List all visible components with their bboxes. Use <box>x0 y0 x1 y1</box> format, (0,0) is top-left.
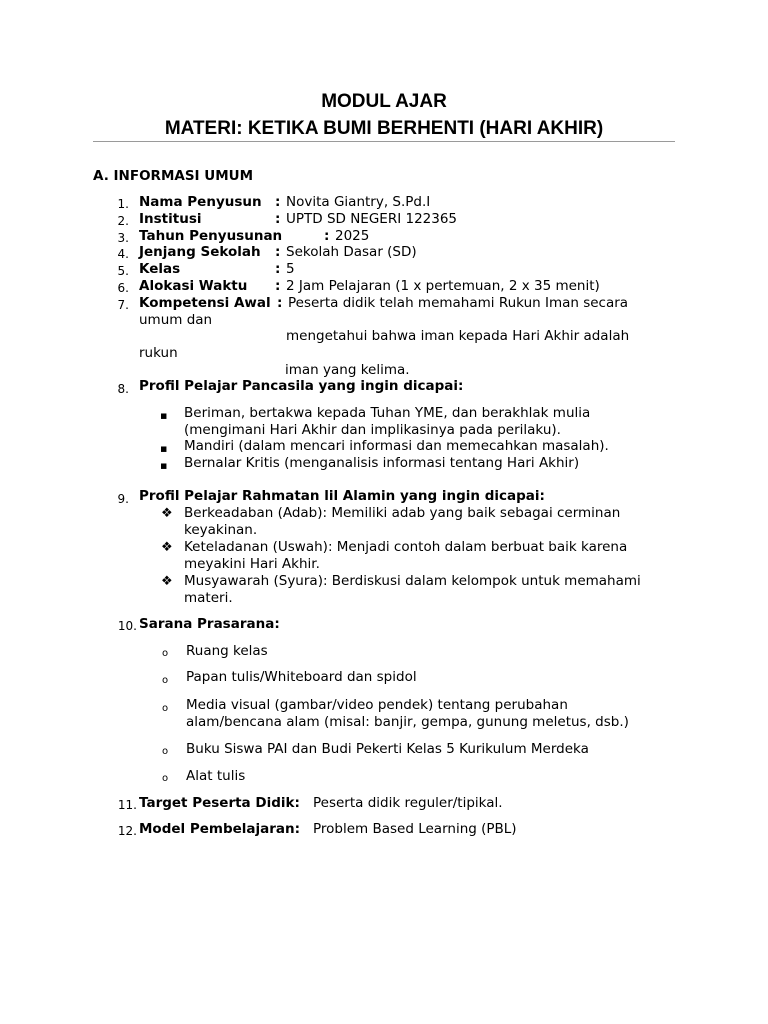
item-label: Nama Penyusun <box>139 194 262 210</box>
list-item: Papan tulis/Whiteboard dan spidol <box>186 669 417 685</box>
item-value: 2025 <box>335 228 370 244</box>
item-colon: : <box>275 261 281 277</box>
list-item: Musyawarah (Syura): Berdiskusi dalam kelompok untuk memahami <box>184 573 641 589</box>
item-colon: : <box>277 295 283 311</box>
item-colon: : <box>275 278 281 294</box>
circle-bullet-icon: o <box>162 648 169 659</box>
circle-bullet-icon: o <box>162 773 169 784</box>
list-item: Buku Siswa PAI dan Budi Pekerti Kelas 5 Kurikulum Merdeka <box>186 741 589 757</box>
list-item: meyakini Hari Akhir. <box>184 556 320 572</box>
list-item: (mengimani Hari Akhir dan implikasinya pada perilaku). <box>184 422 561 438</box>
item-colon: : <box>275 244 281 260</box>
item-colon: : <box>275 211 281 227</box>
list-item: keyakinan. <box>184 522 258 538</box>
item-number: 11. <box>117 798 137 812</box>
circle-bullet-icon: o <box>162 703 169 714</box>
item-value: Sekolah Dasar (SD) <box>286 244 417 260</box>
item-label: Jenjang Sekolah <box>139 244 261 260</box>
item-label: Institusi <box>139 211 202 227</box>
item-value: 2 Jam Pelajaran (1 x pertemuan, 2 x 35 menit) <box>286 278 600 294</box>
item-number: 4. <box>117 247 129 261</box>
item-value: Peserta didik reguler/tipikal. <box>313 795 503 811</box>
square-bullet-icon: ▪ <box>160 409 168 422</box>
square-bullet-icon: ▪ <box>160 442 168 455</box>
item-colon: : <box>324 228 330 244</box>
title-divider <box>93 141 675 142</box>
item-value: UPTD SD NEGERI 122365 <box>286 211 458 227</box>
list-item: Media visual (gambar/video pendek) tentang perubahan <box>186 697 568 713</box>
list-item: Ruang kelas <box>186 643 268 659</box>
item-value: Novita Giantry, S.Pd.I <box>286 194 431 210</box>
item-number: 3. <box>117 231 129 245</box>
list-item: materi. <box>184 590 233 606</box>
diamond-bullet-icon: ❖ <box>161 574 173 589</box>
item-number: 10. <box>117 619 137 633</box>
document-subtitle: MATERI: KETIKA BUMI BERHENTI (HARI AKHIR) <box>164 118 604 139</box>
list-item: Keteladanan (Uswah): Menjadi contoh dalam berbuat baik karena <box>184 539 628 555</box>
item-value-line: iman yang kelima. <box>285 362 410 378</box>
item-label: Kompetensi Awal <box>139 295 271 311</box>
item-number: 2. <box>117 214 129 228</box>
item-value: 5 <box>286 261 295 277</box>
item-value: Problem Based Learning (PBL) <box>313 821 517 837</box>
item-label: Sarana Prasarana: <box>139 616 280 632</box>
item-number: 5. <box>117 264 129 278</box>
item-number: 7. <box>117 298 129 312</box>
diamond-bullet-icon: ❖ <box>161 506 173 521</box>
circle-bullet-icon: o <box>162 746 169 757</box>
item-number: 9. <box>117 492 129 506</box>
item-value-line: mengetahui bahwa iman kepada Hari Akhir adalah <box>286 328 630 344</box>
list-item: Bernalar Kritis (menganalisis informasi tentang Hari Akhir) <box>184 455 580 471</box>
item-label: Kelas <box>139 261 181 277</box>
item-label: Target Peserta Didik: <box>139 795 300 811</box>
circle-bullet-icon: o <box>162 675 169 686</box>
item-number: 8. <box>117 382 129 396</box>
item-label: Profil Pelajar Pancasila yang ingin dicapai: <box>139 378 464 394</box>
item-number: 12. <box>117 824 137 838</box>
item-colon: : <box>275 194 281 210</box>
item-label: Profil Pelajar Rahmatan lil Alamin yang ingin dicapai: <box>139 488 545 504</box>
item-value-line: rukun <box>139 345 178 361</box>
diamond-bullet-icon: ❖ <box>161 540 173 555</box>
list-item: Alat tulis <box>186 768 246 784</box>
item-value-line: umum dan <box>139 312 213 328</box>
list-item: alam/bencana alam (misal: banjir, gempa, gunung meletus, dsb.) <box>186 714 629 730</box>
item-number: 1. <box>117 197 129 211</box>
item-label: Tahun Penyusunan <box>139 228 283 244</box>
list-item: Mandiri (dalam mencari informasi dan memecahkan masalah). <box>184 438 609 454</box>
section-heading: A. INFORMASI UMUM <box>93 168 254 184</box>
list-item: Beriman, bertakwa kepada Tuhan YME, dan berakhlak mulia <box>184 405 591 421</box>
list-item: Berkeadaban (Adab): Memiliki adab yang baik sebagai cerminan <box>184 505 621 521</box>
document-title: MODUL AJAR <box>321 91 447 112</box>
square-bullet-icon: ▪ <box>160 459 168 472</box>
item-label: Model Pembelajaran: <box>139 821 301 837</box>
item-label: Alokasi Waktu <box>139 278 248 294</box>
item-number: 6. <box>117 281 129 295</box>
item-value: Peserta didik telah memahami Rukun Iman secara <box>288 295 629 311</box>
